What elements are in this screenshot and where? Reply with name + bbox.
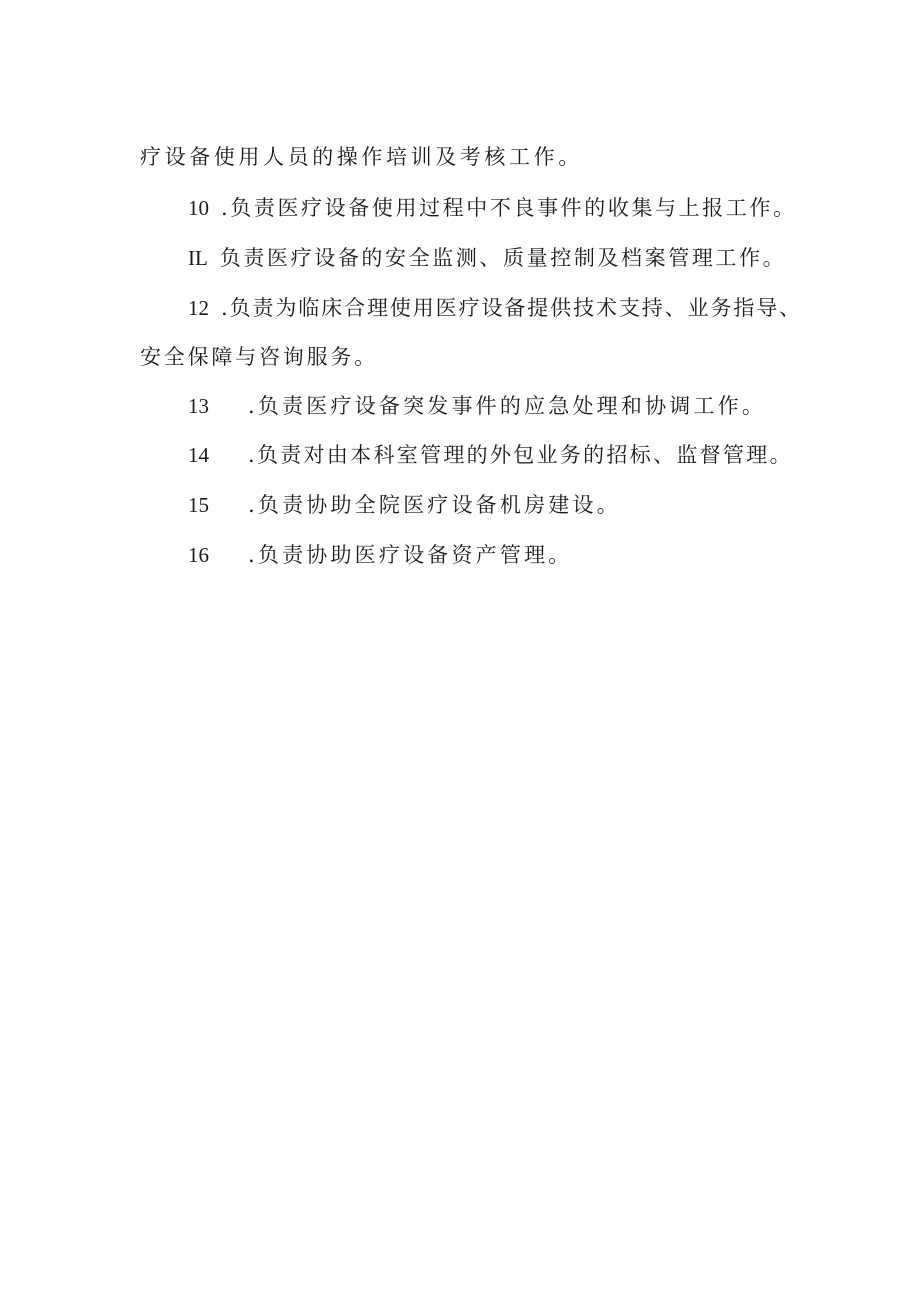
list-item-16	[188, 541, 572, 569]
list-item-10	[188, 194, 797, 222]
item-number: 16	[188, 543, 209, 567]
list-item-11	[188, 244, 786, 272]
line-text: 疗设备使用人员的操作培训及考核工作。	[140, 145, 583, 169]
item-text: .负责协助医疗设备资产管理。	[248, 543, 573, 567]
item-number: 14	[188, 443, 209, 467]
item-number: 10	[188, 196, 209, 220]
item-text: .负责医疗设备使用过程中不良事件的收集与上报工作。	[221, 196, 797, 220]
item-text: .负责对由本科室管理的外包业务的招标、监督管理。	[248, 443, 793, 467]
list-item-15	[188, 491, 621, 519]
item-number: 13	[188, 394, 209, 418]
item-text: .负责为临床合理使用医疗设备提供技术支持、业务指导、	[221, 296, 803, 320]
paragraph-line	[140, 143, 583, 171]
item-number: IL	[188, 246, 208, 270]
item-text: .负责协助全院医疗设备机房建设。	[248, 493, 621, 517]
list-item-12	[188, 294, 802, 322]
list-item-14	[188, 441, 793, 469]
item-number: 15	[188, 493, 209, 517]
paragraph-line	[140, 343, 378, 371]
item-text: 负责医疗设备的安全监测、质量控制及档案管理工作。	[219, 246, 787, 270]
list-item-13	[188, 392, 766, 420]
item-number: 12	[188, 296, 209, 320]
item-text: .负责医疗设备突发事件的应急处理和协调工作。	[248, 394, 767, 418]
line-text: 安全保障与咨询服务。	[140, 345, 378, 369]
